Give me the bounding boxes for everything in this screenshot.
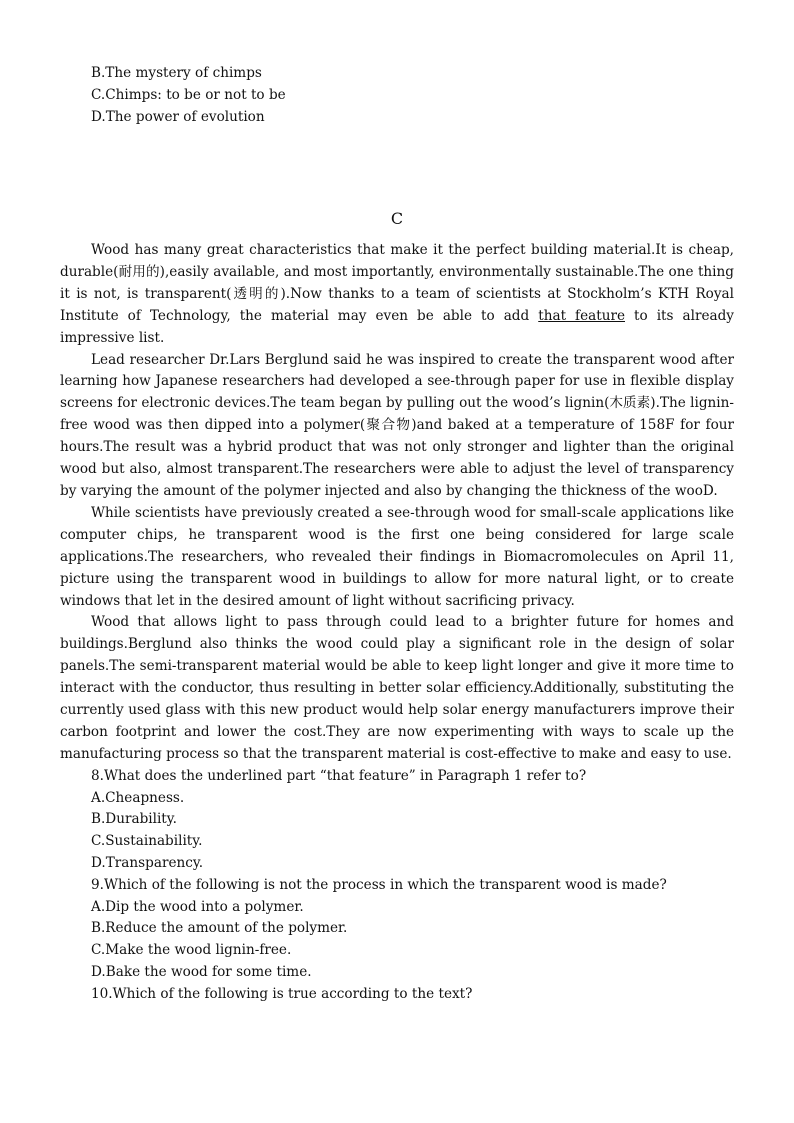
paragraph-1 [60, 240, 734, 350]
paragraph-4: Wood that allows light to pass through could lead to a brighter future for homes and buildings.Berglund also thinks the wood could play a significant role in the design of solar panels.The semi-transparent material would be able to keep light longer and give it more time to interact with the conductor, thus resulting in better solar efficiency.Additionally, substituting the currently used glass with this new product would help solar energy manufacturers improve their carbon footprint and lower the cost.They are now experimenting with ways to scale up the manufacturing process so that the transparent material is cost-effective to make and easy to use. [60, 614, 734, 762]
question-9: 9.Which of the following is not the process in which the transparent wood is made? [91, 876, 667, 893]
question-9-option-c: C.Make the wood lignin-free. [91, 942, 292, 959]
paragraph-3: While scientists have previously created a see-through wood for small-scale applications like computer chips, he transparent wood is the first one being considered for large scale applications.The researchers, who revealed their findings in Biomacromolecules on April 11, picture using the transparent wood in buildings to allow for more natural light, or to create windows that let in the desired amount of light without sacrificing privacy. [60, 504, 734, 609]
question-9-option-a: A.Dip the wood into a polymer. [91, 898, 304, 915]
question-8-option-b: B.Durability. [91, 811, 177, 828]
paragraph-1-text-a: Wood has many great characteristics that make it the perfect building material.It is cheap, durable(耐用的),easily available, and most importantly, environmentally sustainable.The one thing it is not, is transparent(透明的).Now thanks to a team of scientists at Stockholm’s KTH Royal Institute of Technology, the material may even be able to add [60, 242, 734, 324]
underlined-phrase: that feature [538, 307, 625, 324]
option-c: C.Chimps: to be or not to be [91, 87, 286, 103]
question-9-option-d: D.Bake the wood for some time. [91, 963, 312, 980]
question-8-option-c: C.Sustainability. [91, 833, 203, 850]
question-8-option-a: A.Cheapness. [91, 789, 185, 806]
section-heading: C [390, 209, 404, 228]
previous-question-options [60, 62, 734, 128]
question-10: 10.Which of the following is true according to the text? [91, 985, 473, 1002]
question-8-option-d: D.Transparency. [91, 854, 204, 871]
question-8: 8.What does the underlined part “that feature” in Paragraph 1 refer to? [91, 767, 587, 784]
paragraph-1-text-b: to its already impressive list. [60, 307, 734, 346]
document-page [60, 62, 734, 1006]
question-9-option-b: B.Reduce the amount of the polymer. [91, 920, 348, 937]
option-d: D.The power of evolution [91, 109, 265, 125]
paragraph-2: Lead researcher Dr.Lars Berglund said he was inspired to create the transparent wood after learning how Japanese researchers had developed a see-through paper for use in flexible display screens for electronic devices.The team began by pulling out the wood’s lignin(木质素).The lignin-free wood was then dipped into a polymer(聚合物)and baked at a temperature of 158F for four hours.The result was a hybrid product that was not only stronger and lighter than the original wood but also, almost transparent.The researchers were able to adjust the level of transparency by varying the amount of the polymer injected and also by changing the thickness of the wooD. [60, 351, 734, 499]
option-b: B.The mystery of chimps [91, 65, 262, 81]
questions [60, 766, 734, 1006]
